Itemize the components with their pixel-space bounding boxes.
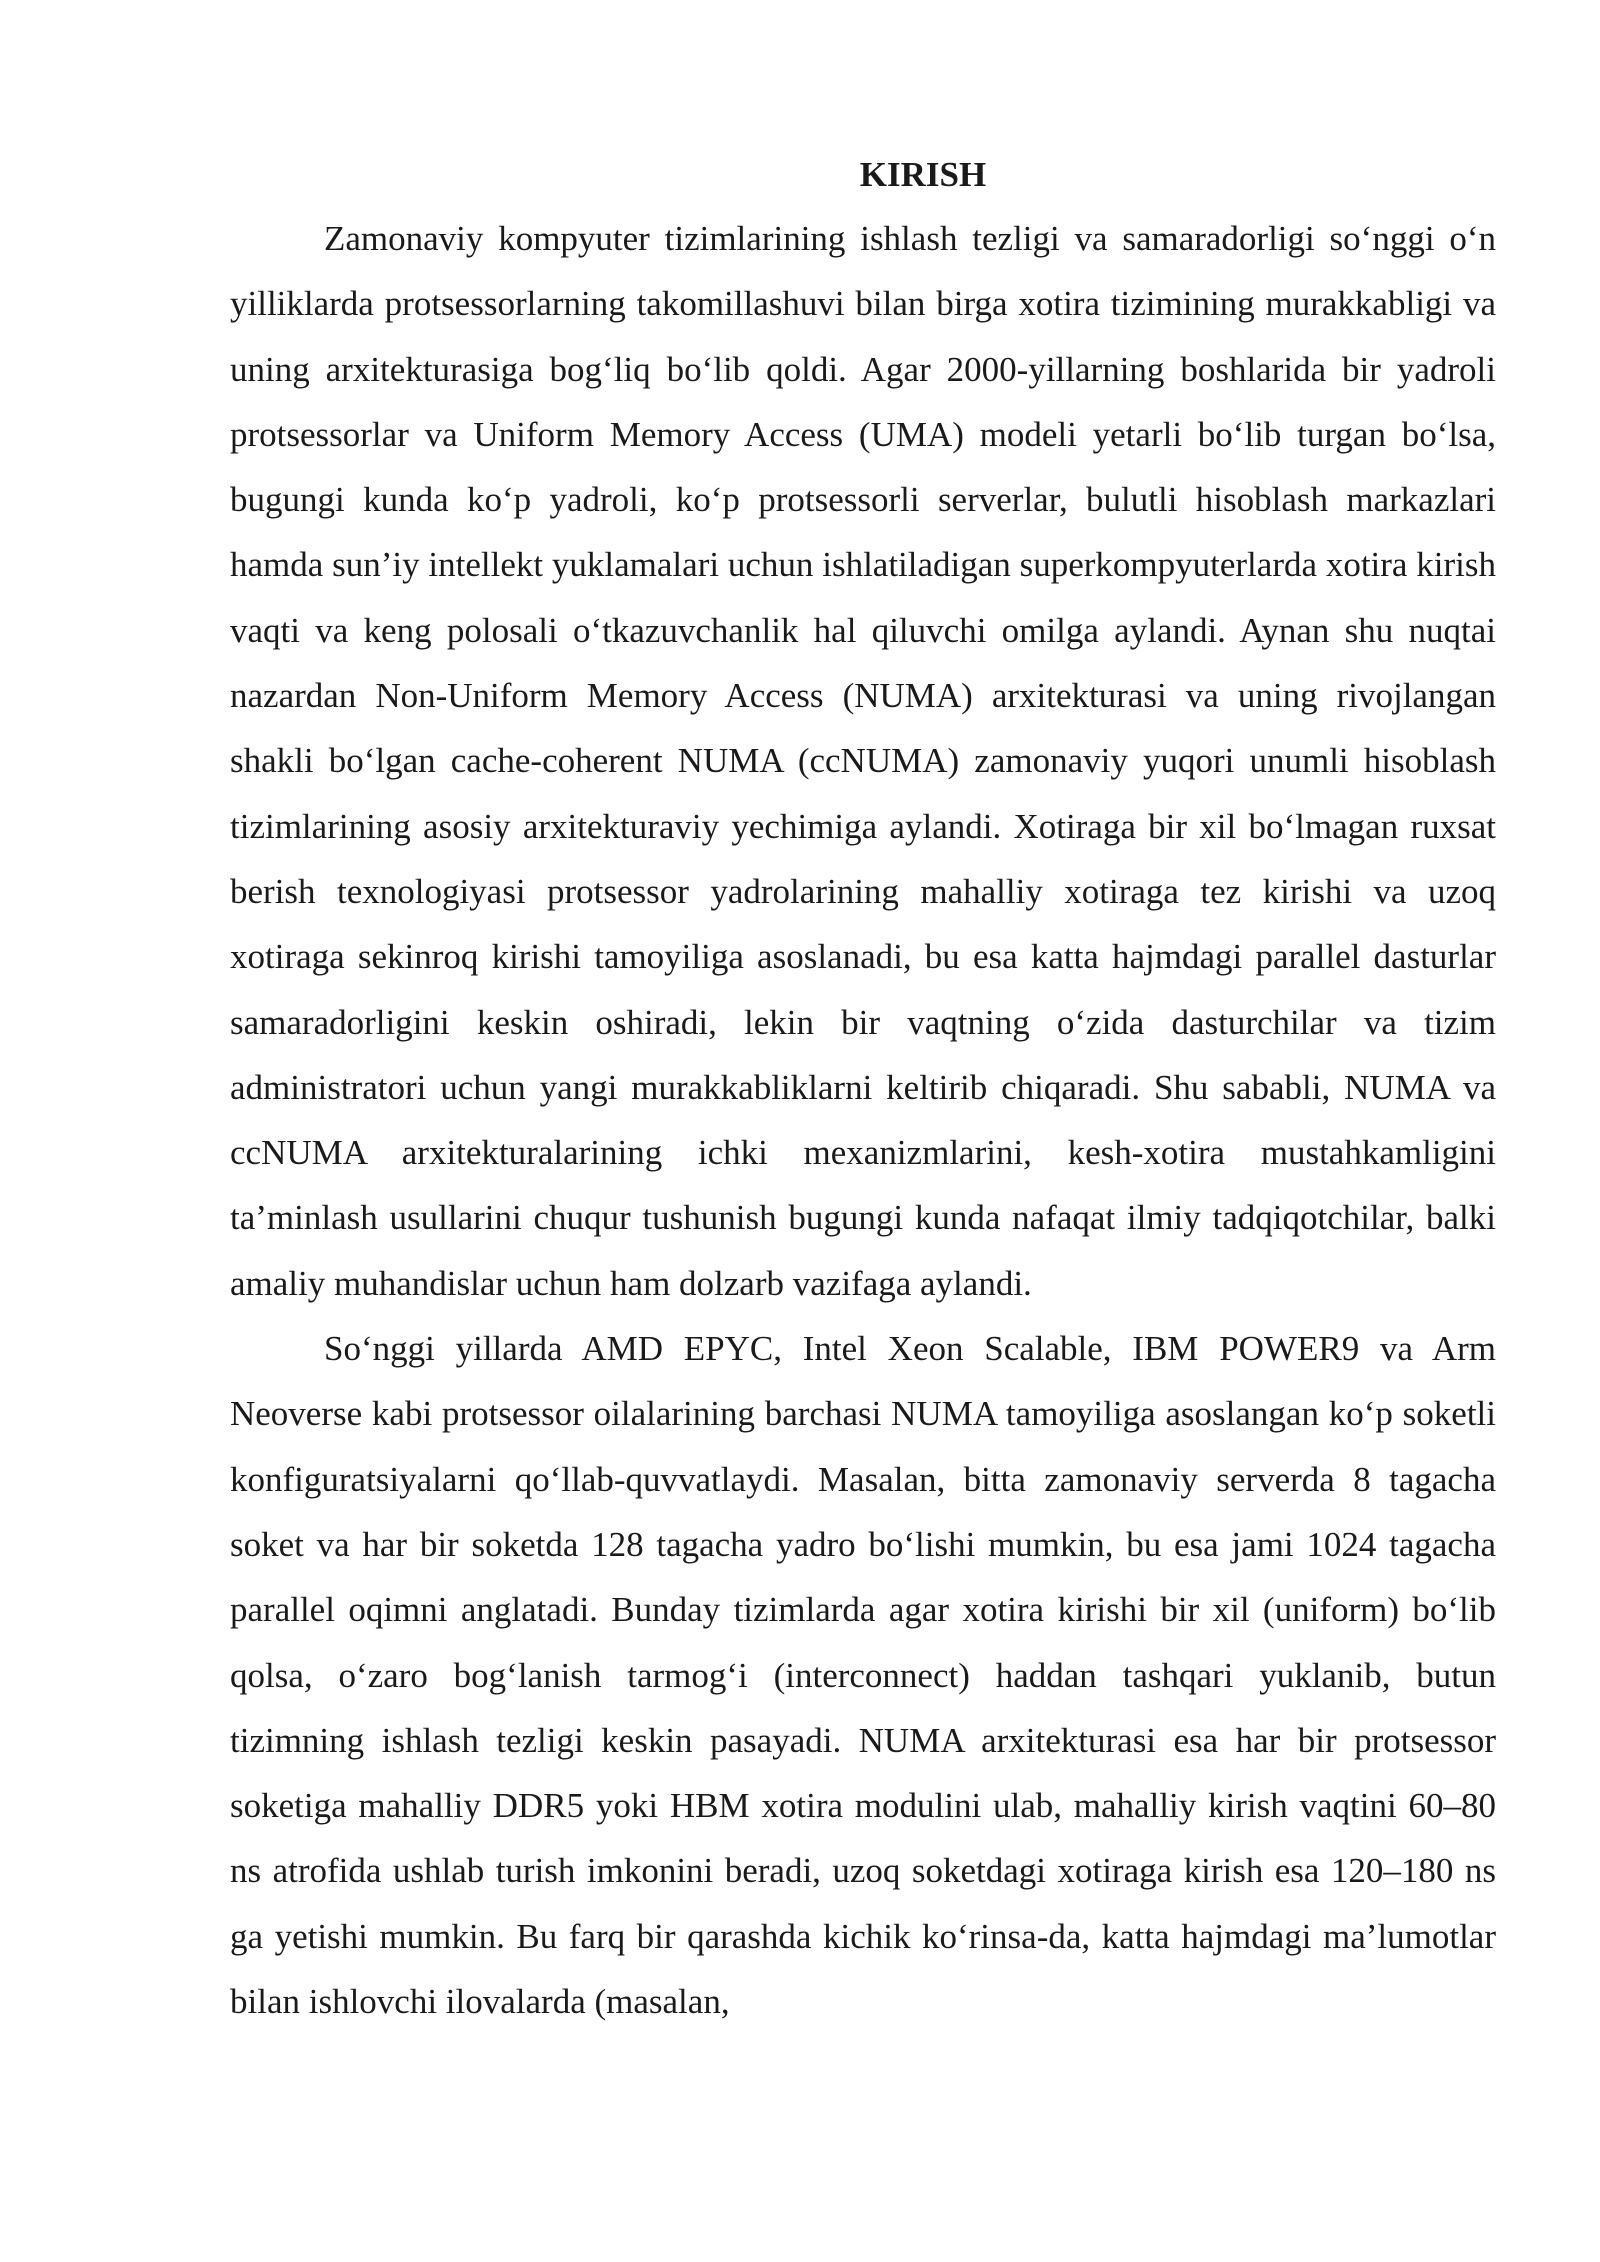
paragraph-1: Zamonaviy kompyuter tizimlarining ishlash tezligi va samaradorligi so‘nggi o‘n yilliklarda protsessorlarning takomillashuvi bilan birga xotira tizimining murakkabligi va uning arxitekturasiga bog‘liq bo‘lib qoldi. Agar 2000-yillarning boshlarida bir yadroli protsessorlar va Uniform Memory Access (UMA) modeli yetarli bo‘lib turgan bo‘lsa, bugungi kunda ko‘p yadroli, ko‘p protsessorli serverlar, bulutli hisoblash markazlari hamda sun’iy intellekt yuklamalari uchun ishlatiladigan superkompyuterlarda xotira kirish vaqti va keng polosali o‘tkazuvchanlik hal qiluvchi omilga aylandi. Aynan shu nuqtai nazardan Non-Uniform Memory Access (NUMA) arxitekturasi va uning rivojlangan shakli bo‘lgan cache-coherent NUMA (ccNUMA) zamonaviy yuqori unumli hisoblash tizimlarining asosiy arxitekturaviy yechimiga aylandi. Xotiraga bir xil bo‘lmagan ruxsat berish texnologiyasi protsessor yadrolarining mahalliy xotiraga tez kirishi va uzoq xotiraga sekinroq kirishi tamoyiliga asoslanadi, bu esa katta hajmdagi parallel dasturlar samaradorligini keskin oshiradi, lekin bir vaqtning o‘zida dasturchilar va tizim administratori uchun yangi murakkabliklarni keltirib chiqaradi. Shu sababli, NUMA va ccNUMA arxitekturalarining ichki mexanizmlarini, kesh-xotira mustahkamligini ta’minlash usullarini chuqur tushunish bugungi kunda nafaqat ilmiy tadqiqotchilar, balki amaliy muhandislar uchun ham dolzarb vazifaga aylandi. <box>230 219 1496 1303</box>
paragraph-2: So‘nggi yillarda AMD EPYC, Intel Xeon Scalable, IBM POWER9 va Arm Neoverse kabi protsessor oilalarining barchasi NUMA tamoyiliga asoslangan ko‘p soketli konfiguratsiyalarni qo‘llab-quvvatlaydi. Masalan, bitta zamonaviy serverda 8 tagacha soket va har bir soketda 128 tagacha yadro bo‘lishi mumkin, bu esa jami 1024 tagacha parallel oqimni anglatadi. Bunday tizimlarda agar xotira kirishi bir xil (uniform) bo‘lib qolsa, o‘zaro bog‘lanish tarmog‘i (interconnect) haddan tashqari yuklanib, butun tizimning ishlash tezligi keskin pasayadi. NUMA arxitekturasi esa har bir protsessor soketiga mahalliy DDR5 yoki HBM xotira modulini ulab, mahalliy kirish vaqtini 60–80 ns atrofida ushlab turish imkonini beradi, uzoq soketdagi xotiraga kirish esa 120–180 ns ga yetishi mumkin. Bu farq bir qarashda kichik ko‘rinsa-da, katta hajmdagi ma’lumotlar bilan ishlovchi ilovalarda (masalan, <box>230 1329 1496 2022</box>
section-heading: KIRISH <box>859 155 987 194</box>
document-body <box>230 148 1496 2034</box>
